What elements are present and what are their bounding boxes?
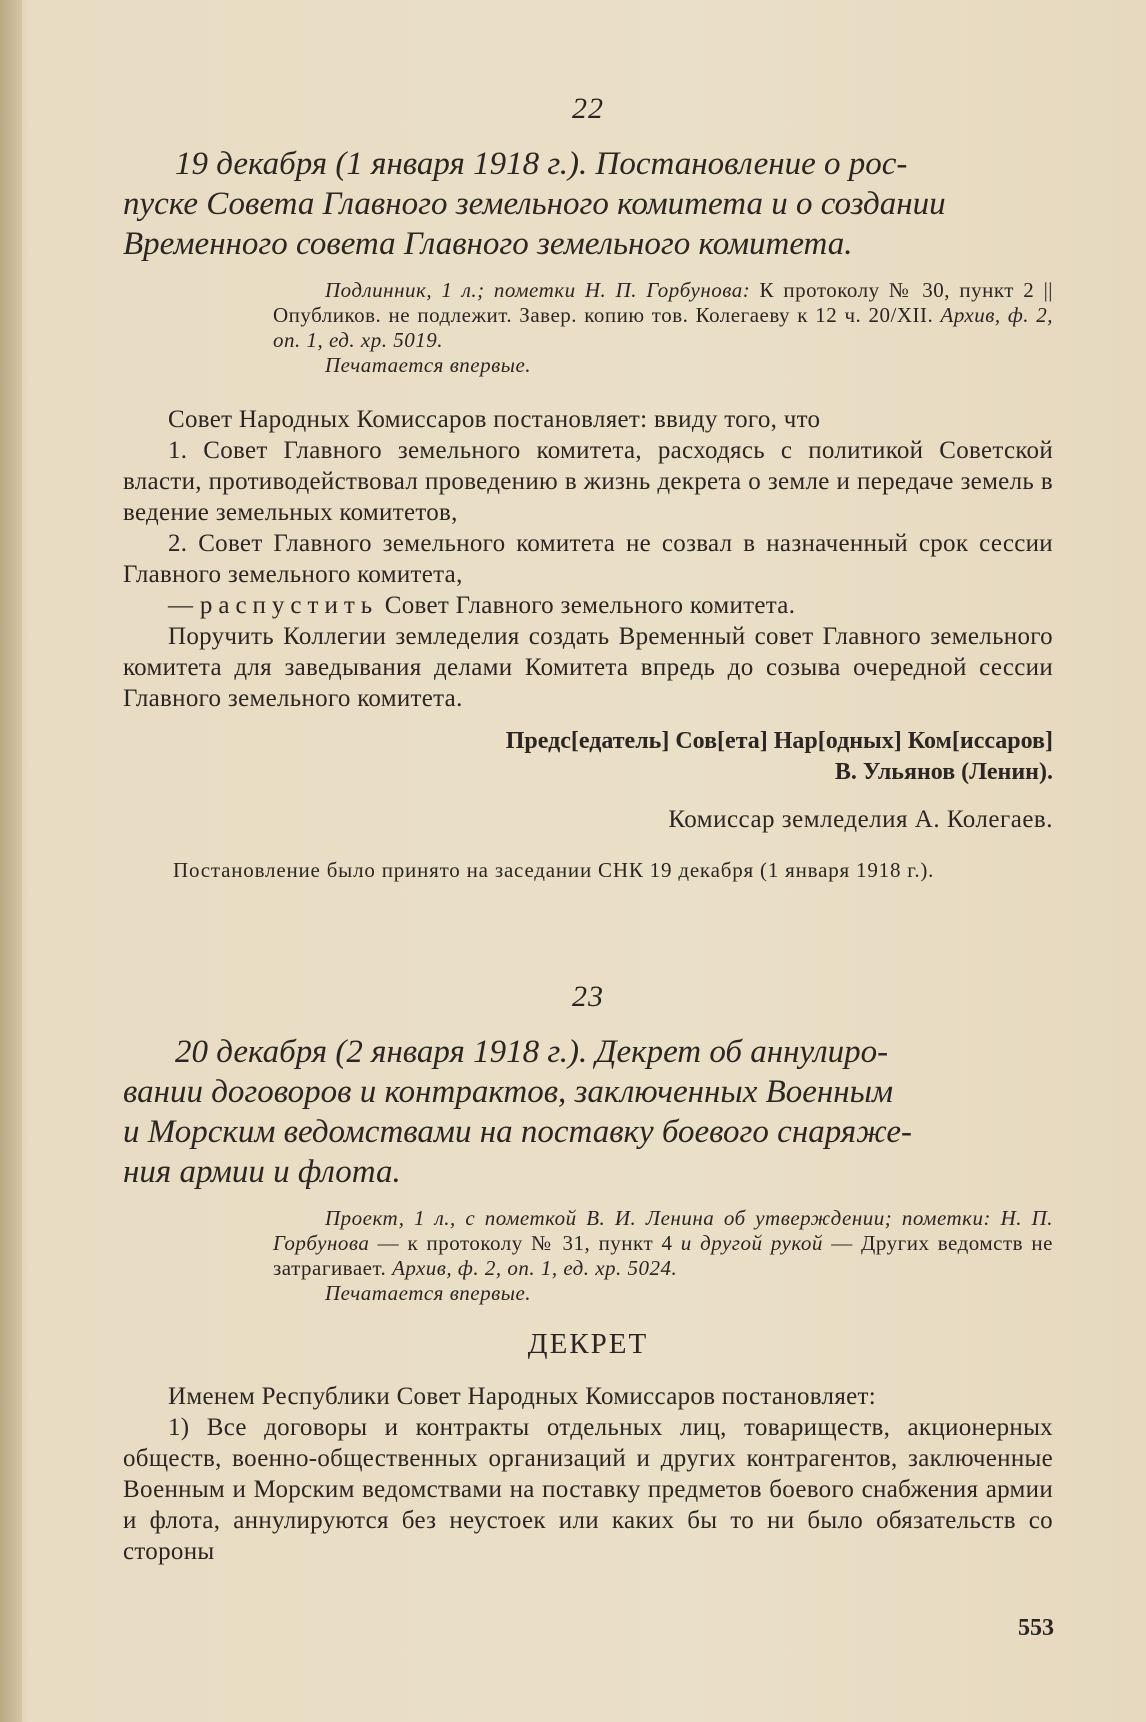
doc23-heading — [123, 1032, 1053, 1192]
signature-commissar: Комиссар земледелия А. Колегаев. — [668, 806, 1053, 833]
doc22-paragraph-dissolve: — распустить Совет Главного земельного комитета. — [168, 592, 796, 619]
doc23-section — [123, 980, 1053, 1567]
doc23-heading-line: 20 декабря (2 января 1918 г.). Декрет об аннулиро- — [175, 1034, 889, 1070]
doc22-paragraph: 1. Совет Главного земельного комитета, расходясь с политикой Советской власти, противодействовал проведению в жизнь декрета о земле и передаче земель в ведение земельных комитетов, — [123, 437, 1053, 526]
doc23-note-text: — Других ведомств не затрагивает. — [273, 1231, 1053, 1280]
doc23-body — [123, 1381, 1053, 1567]
page-number: 553 — [1018, 1615, 1054, 1641]
book-spine-shadow — [0, 0, 22, 1722]
doc22-note-italic: Подлинник, 1 л.; пометки Н. П. Горбунова: — [325, 278, 751, 302]
doc23-paragraph: Именем Республики Совет Народных Комиссаров постановляет: — [168, 1383, 876, 1410]
doc23-note-text: — к протоколу № 31, пункт 4 — [369, 1231, 673, 1255]
doc23-archive-note — [273, 1206, 1053, 1306]
signature-chairman-name: В. Ульянов (Ленин). — [834, 759, 1053, 785]
doc23-note-archive: Архив, ф. 2, оп. 1, ед. хр. 5024. — [386, 1256, 678, 1280]
doc23-heading-line: и Морским ведомствами на поставку боевого снаряже- — [123, 1114, 913, 1150]
doc22-note-archive: Архив, ф. 2, оп. 1, ед. хр. 5019. — [273, 303, 1053, 352]
doc22-body — [123, 404, 1053, 714]
doc22-paragraph: Поручить Коллегии земледелия создать Временный совет Главного земельного комитета для заведывания делами Комитета впредь до созыва очередной сессии Главного земельного комитета. — [123, 623, 1053, 712]
doc22-paragraph: 2. Совет Главного земельного комитета не созвал в назначенный срок сессии Главного земельного комитета, — [123, 530, 1053, 588]
doc22-heading-line: 19 декабря (1 января 1918 г.). Постановление о рос- — [175, 146, 908, 182]
doc22-number: 22 — [572, 92, 604, 125]
doc22-paragraph: Совет Народных Комиссаров постановляет: ввиду того, что — [168, 406, 821, 433]
doc22-heading-line: пуске Совета Главного земельного комитета и о создании — [123, 186, 946, 222]
doc23-heading-line: ния армии и флота. — [123, 1154, 401, 1190]
signature-chairman-title: Предс[едатель] Сов[ета] Нар[одных] Ком[иссаров] — [505, 728, 1053, 754]
doc22-archive-note — [273, 278, 1053, 378]
doc23-note-italic: Проект, 1 л., с пометкой В. И. Ленина об утверждении; пометки: Н. П. Горбунова — [273, 1206, 1053, 1255]
doc23-note-published: Печатается впервые. — [325, 1281, 532, 1305]
doc23-heading-line: вании договоров и контрактов, заключенных Военным — [123, 1074, 894, 1110]
doc22-note-text: К протоколу № 30, пункт 2 || Опубликов. не подлежит. Завер. копию тов. Колегаеву к 12 ч. 20/XII. — [273, 278, 1054, 327]
doc22-signatures — [123, 726, 1053, 835]
spaced-word: распустить — [199, 592, 379, 619]
doc23-number: 23 — [572, 980, 604, 1013]
doc23-paragraph: 1) Все договоры и контракты отдельных лиц, товариществ, акционерных обществ, военно-общественных организаций и других контрагентов, заключенные Военным и Морским ведомствами на поставку предметов боевого снабжения армии и флота, аннулируются без неустоек или каких бы то ни было обязательств со стороны — [123, 1414, 1053, 1565]
doc23-note-italic: и другой рукой — [672, 1231, 823, 1255]
decree-title: ДЕКРЕТ — [527, 1328, 649, 1360]
doc22-heading — [123, 144, 1053, 264]
doc22-heading-line: Временного совета Главного земельного комитета. — [123, 226, 853, 262]
doc22-footnote: Постановление было принято на заседании СНК 19 декабря (1 января 1918 г.). — [173, 858, 935, 882]
doc22-section — [123, 92, 1053, 884]
doc22-note-published: Печатается впервые. — [325, 353, 532, 377]
